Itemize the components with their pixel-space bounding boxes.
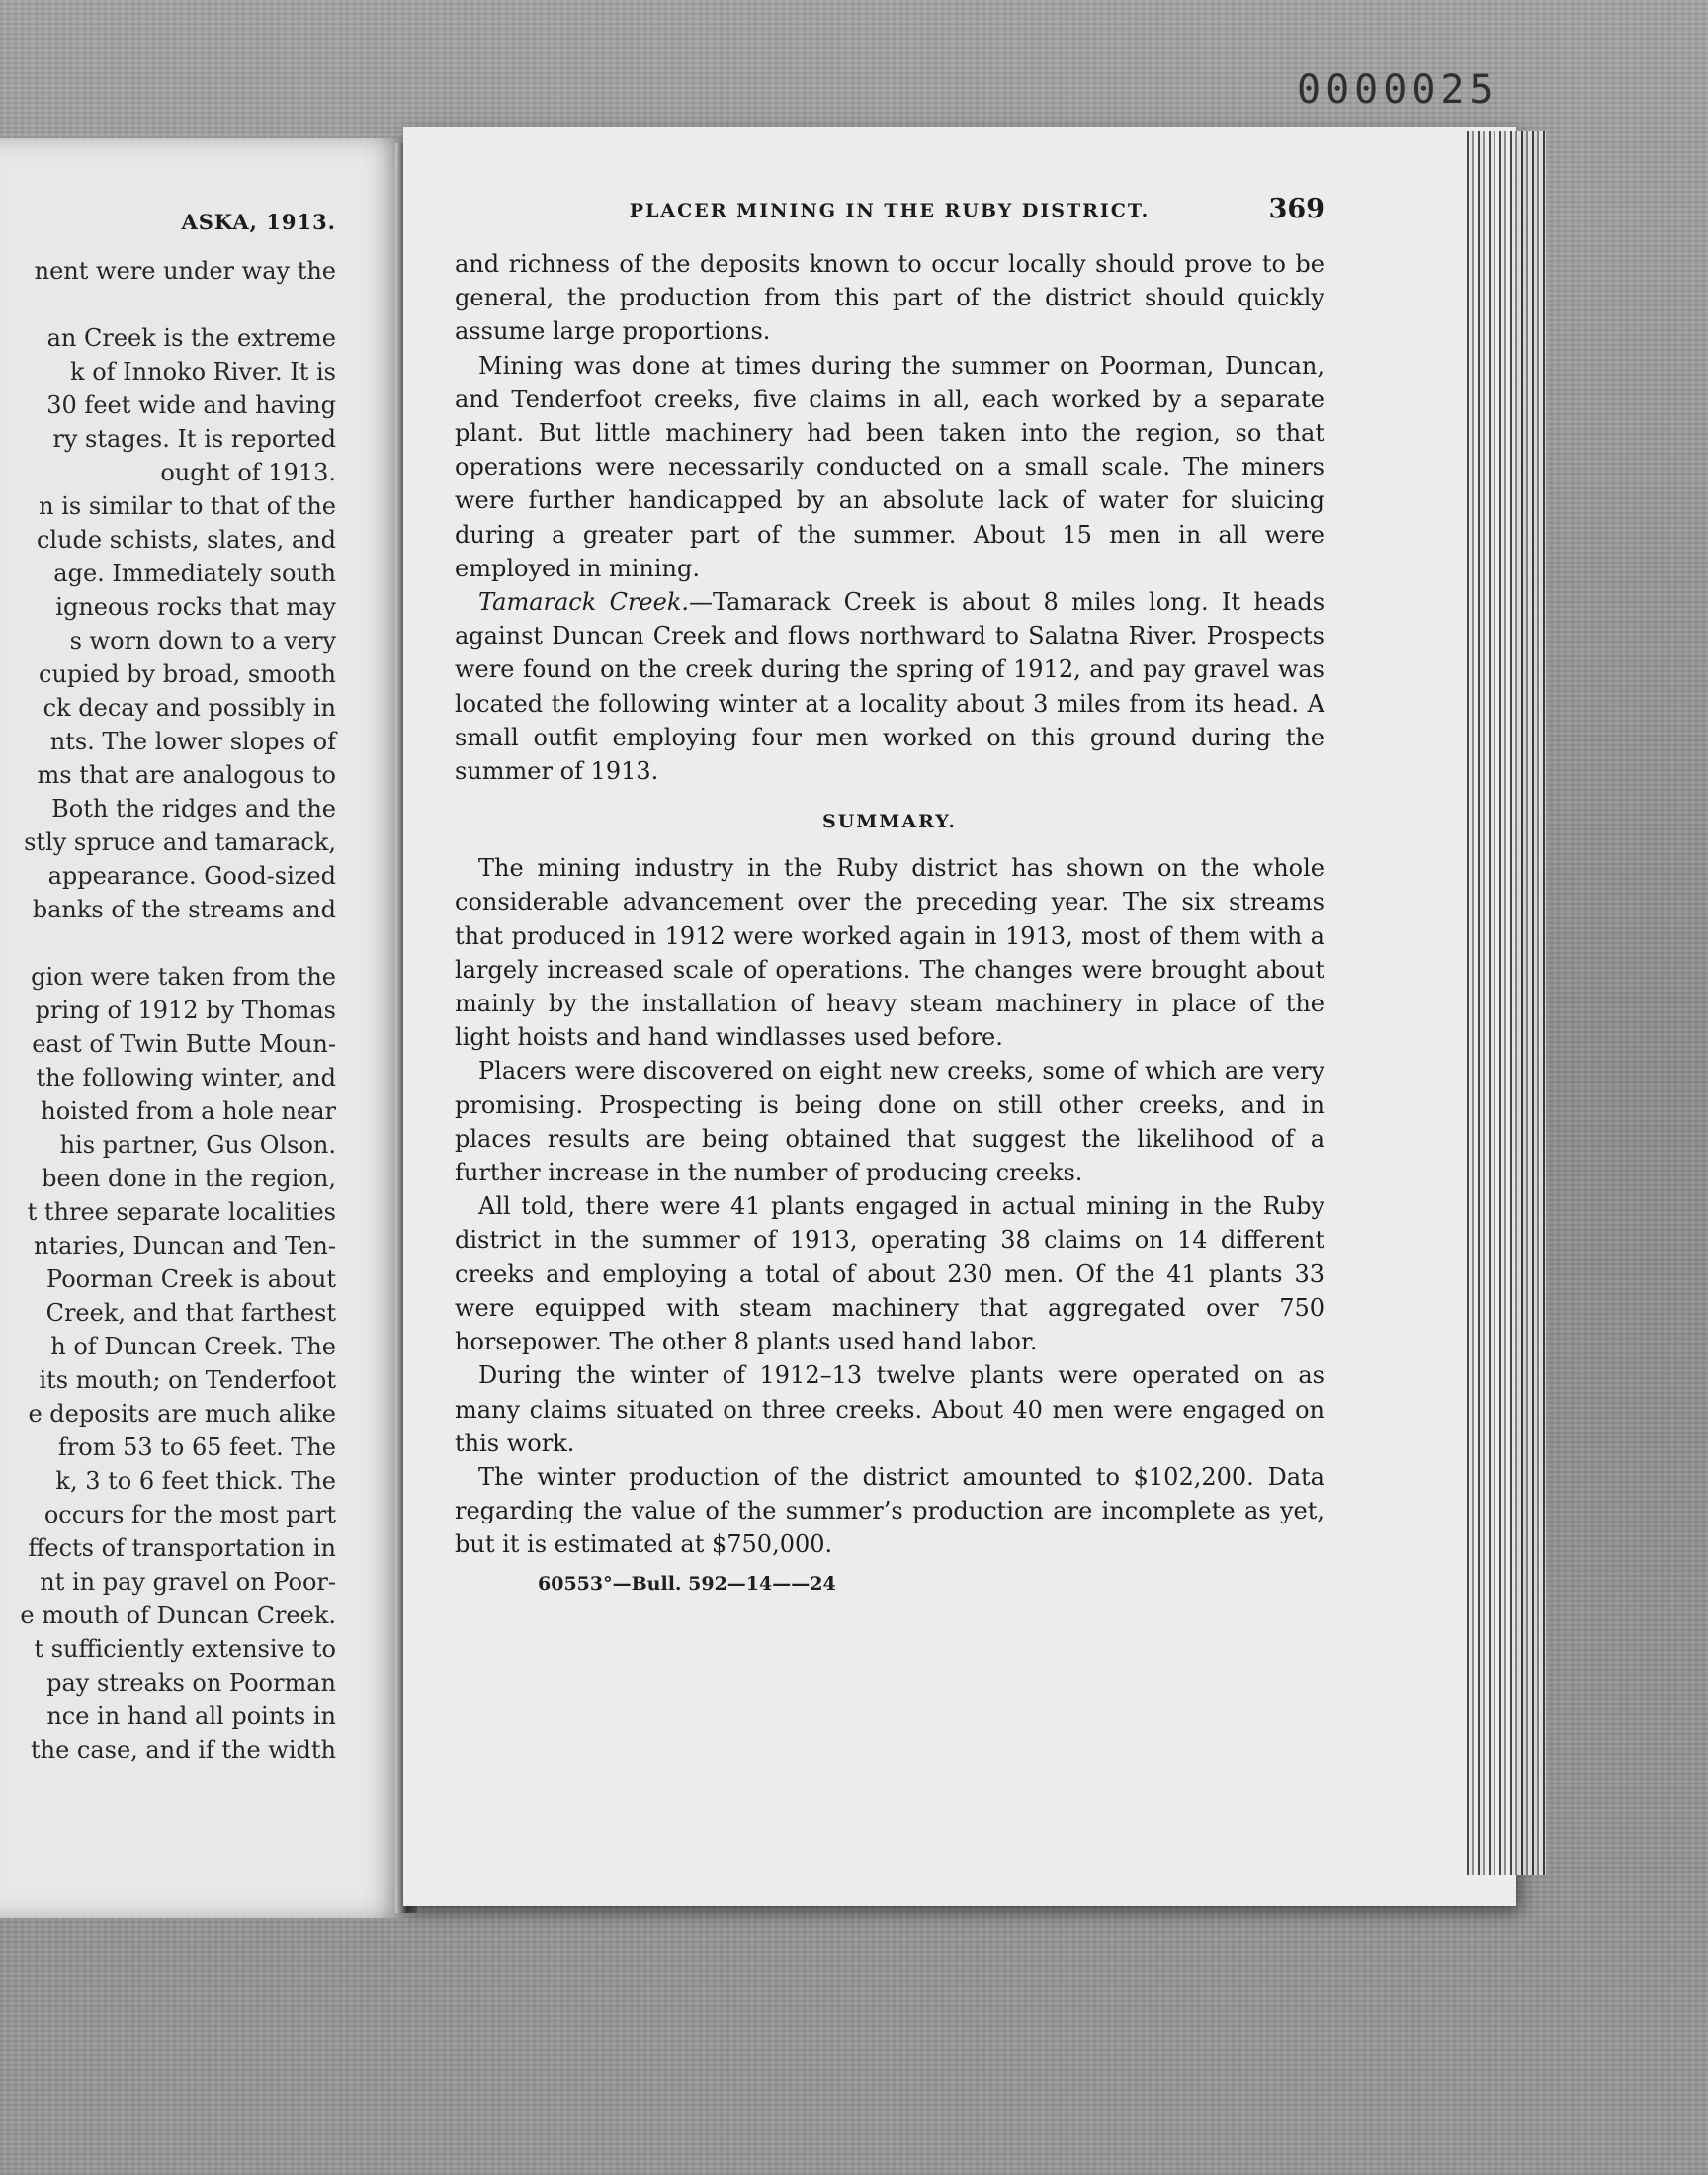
- left-page-line: his partner, Gus Olson.: [59, 1131, 336, 1159]
- left-page-line: nent were under way the: [34, 257, 336, 285]
- summary-paragraph: All told, there were 41 plants engaged in actual mining in the Ruby district in the summer of 1913, operating 38 claims on 14 different creeks and employing a total of about 230 men. Of the 41 plants 33 were equipped with steam machinery that aggregated over 750 horsepower. The other 8 plants used hand labor.: [455, 1192, 1324, 1356]
- archive-stamp-number: 0000025: [1297, 67, 1498, 113]
- left-page-line: ought of 1913.: [160, 459, 336, 486]
- left-page-line: Both the ridges and the: [51, 795, 336, 823]
- section-lead-text: —Tamarack Creek is about 8 miles long. It heads against Duncan Creek and flows northward to Salatna River. Prospects were found on the creek during the spring of 1912, and pay gravel was located the following winter at a locality about 3 miles from its head. A small outfit employing four men worked on this ground during the summer of 1913.: [455, 588, 1325, 786]
- left-page-header: ASKA, 1913.: [181, 210, 336, 234]
- left-page-line: t sufficiently extensive to: [34, 1635, 336, 1663]
- summary-paragraph: During the winter of 1912–13 twelve plants were operated on as many claims situated on three creeks. About 40 men were engaged on this work.: [455, 1361, 1324, 1457]
- left-page-line: n is similar to that of the: [39, 492, 336, 520]
- left-page-line: an Creek is the extreme: [46, 324, 336, 352]
- body-paragraph: Mining was done at times during the summer on Poorman, Duncan, and Tenderfoot creeks, five claims in all, each worked by a separate plant. But little machinery had been taken into the region, so that operations were necessarily conducted on a small scale. The miners were further handicapped by an absolute lack of water for sluicing during a greater part of the summer. About 15 men in all were employed in mining.: [455, 351, 1324, 582]
- left-page-line: age. Immediately south: [53, 560, 336, 587]
- right-page-body: [455, 247, 1324, 1600]
- body-paragraph-tamarack: [455, 585, 1324, 788]
- left-page-line: banks of the streams and: [32, 896, 336, 923]
- left-page: [0, 138, 407, 1918]
- running-title: PLACER MINING IN THE RUBY DISTRICT.: [629, 200, 1151, 221]
- left-page-line: t three separate localities: [27, 1198, 336, 1226]
- summary-paragraph: Placers were discovered on eight new creeks, some of which are very promising. Prospecting is being done on still other creeks, and in places results are being obtained that suggest the likelihood of a further increase in the number of producing creeks.: [455, 1057, 1324, 1187]
- summary-heading: SUMMARY.: [821, 811, 958, 833]
- left-page-line: [0, 288, 336, 321]
- left-page-line: e mouth of Duncan Creek.: [20, 1602, 336, 1629]
- left-page-line: k, 3 to 6 feet thick. The: [55, 1467, 336, 1495]
- body-paragraph: and richness of the deposits known to occur locally should prove to be general, the production from this part of the district should quickly assume large proportions.: [455, 250, 1324, 346]
- left-page-lines: [0, 254, 336, 1767]
- left-page-line: nts. The lower slopes of: [49, 728, 336, 755]
- section-lead-italic: Tamarack Creek.: [478, 588, 690, 617]
- page-number: 369: [1268, 194, 1324, 224]
- left-page-line: Creek, and that farthest: [45, 1299, 336, 1327]
- left-page-line: pring of 1912 by Thomas: [35, 997, 336, 1024]
- left-page-line: ffects of transportation in: [28, 1534, 336, 1562]
- left-page-line: been done in the region,: [42, 1165, 336, 1192]
- left-page-line: ry stages. It is reported: [52, 425, 336, 453]
- left-page-line: [0, 926, 336, 960]
- left-page-line: stly spruce and tamarack,: [24, 828, 336, 856]
- left-page-text: [0, 210, 336, 1767]
- running-head: [455, 194, 1324, 227]
- left-page-line: hoisted from a hole near: [41, 1097, 336, 1125]
- left-page-line: occurs for the most part: [43, 1501, 336, 1528]
- left-page-line: s worn down to a very: [69, 627, 336, 654]
- left-page-line: pay streaks on Poorman: [46, 1669, 336, 1696]
- left-page-line: gion were taken from the: [31, 963, 336, 991]
- left-page-line: from 53 to 65 feet. The: [57, 1434, 336, 1461]
- left-page-line: the following winter, and: [36, 1064, 336, 1091]
- left-page-line: Poorman Creek is about: [46, 1265, 336, 1293]
- left-page-line: h of Duncan Creek. The: [50, 1333, 336, 1360]
- left-page-line: igneous rocks that may: [55, 593, 336, 621]
- left-page-line: nce in hand all points in: [46, 1702, 336, 1730]
- page-edge-stack: [1467, 130, 1546, 1875]
- signature-footnote: 60553°—Bull. 592—14——24: [538, 1572, 836, 1595]
- left-page-line: the case, and if the width: [30, 1736, 336, 1764]
- left-page-line: 30 feet wide and having: [46, 392, 336, 419]
- summary-paragraph: The mining industry in the Ruby district has shown on the whole considerable advancement over the preceding year. The six streams that produced in 1912 were worked again in 1913, most of them with a largely increased scale of operations. The changes were brought about mainly by the installation of heavy steam machinery in place of the light hoists and hand windlasses used before.: [455, 854, 1324, 1052]
- left-page-line: appearance. Good-sized: [47, 862, 336, 890]
- left-page-line: east of Twin Butte Moun-: [32, 1030, 336, 1058]
- left-page-line: ms that are analogous to: [37, 761, 336, 789]
- left-page-line: nt in pay gravel on Poor-: [40, 1568, 336, 1596]
- left-page-line: k of Innoko River. It is: [70, 358, 336, 386]
- summary-paragraph: The winter production of the district amounted to $102,200. Data regarding the value of the summer’s production are incomplete as yet, but it is estimated at $750,000.: [455, 1462, 1324, 1559]
- left-page-line: e deposits are much alike: [28, 1400, 336, 1428]
- left-page-line: ck decay and possibly in: [43, 694, 336, 722]
- left-page-line: clude schists, slates, and: [36, 526, 336, 554]
- left-page-line: cupied by broad, smooth: [39, 660, 336, 688]
- left-page-line: its mouth; on Tenderfoot: [39, 1366, 336, 1394]
- left-page-line: ntaries, Duncan and Ten-: [34, 1232, 336, 1260]
